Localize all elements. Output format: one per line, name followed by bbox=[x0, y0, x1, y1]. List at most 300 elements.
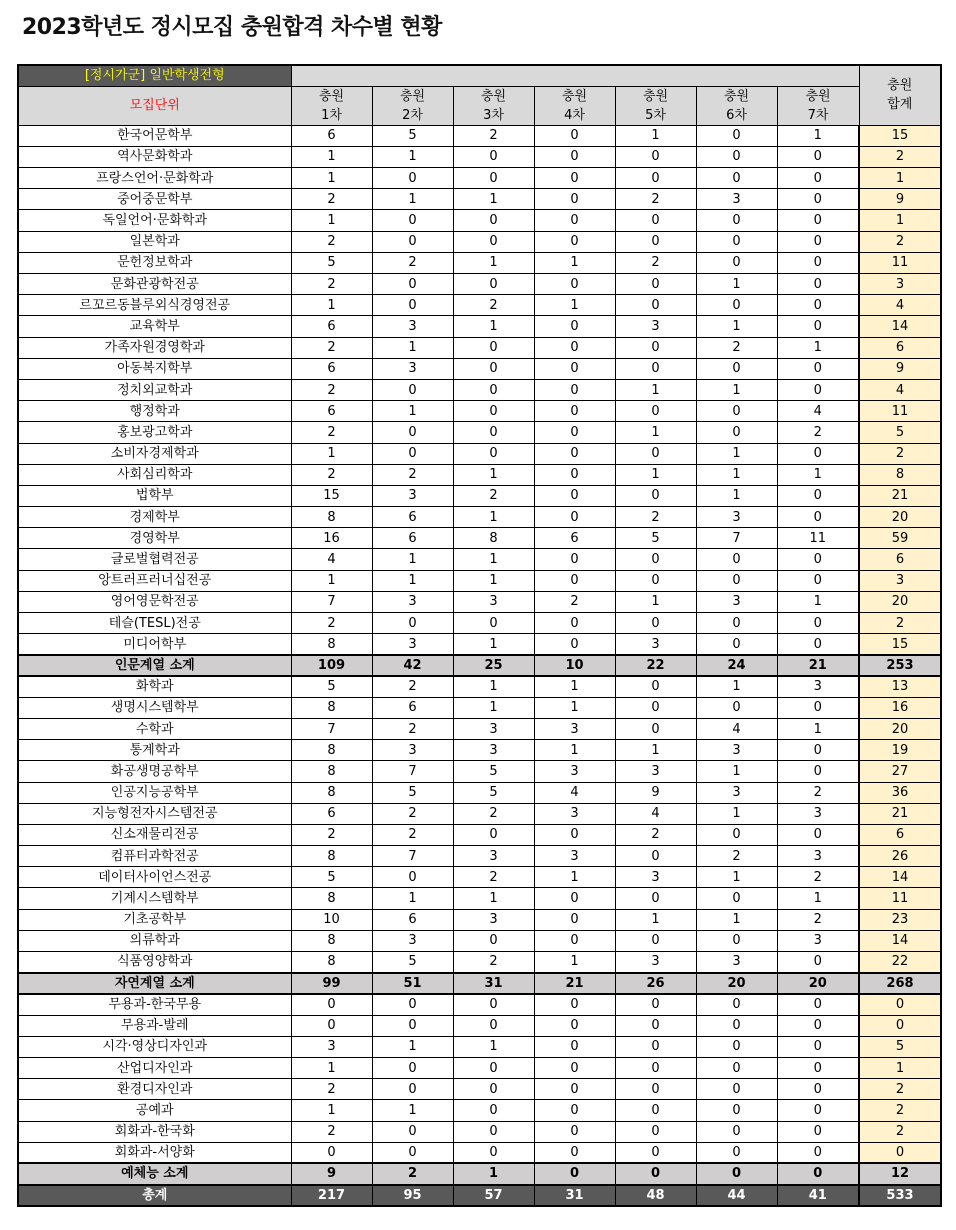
table-row bbox=[18, 994, 941, 1015]
table-row bbox=[18, 337, 941, 358]
round-6-count: 0 bbox=[696, 634, 777, 655]
round-2-count: 0 bbox=[372, 379, 453, 400]
round-4-count: 0 bbox=[534, 1142, 615, 1163]
unit-name: 인문계열 소계 bbox=[18, 655, 291, 676]
unit-name: 사회심리학과 bbox=[18, 464, 291, 485]
round-7-count: 1 bbox=[777, 464, 859, 485]
round-3-count: 2 bbox=[453, 125, 534, 146]
round-1-count: 109 bbox=[291, 655, 372, 676]
table-row bbox=[18, 718, 941, 739]
round-3-count: 1 bbox=[453, 570, 534, 591]
round-2-count: 2 bbox=[372, 824, 453, 845]
table-row bbox=[18, 909, 941, 930]
total-count: 21 bbox=[859, 485, 941, 506]
round-6-count: 0 bbox=[696, 146, 777, 167]
round-4-count: 0 bbox=[534, 422, 615, 443]
unit-name: 역사문화학과 bbox=[18, 146, 291, 167]
round-4-count: 1 bbox=[534, 676, 615, 697]
unit-name: 시각·영상디자인과 bbox=[18, 1036, 291, 1057]
round-3-count: 3 bbox=[453, 718, 534, 739]
round-3-count: 1 bbox=[453, 464, 534, 485]
unit-name: 경영학부 bbox=[18, 528, 291, 549]
round-1-count: 1 bbox=[291, 146, 372, 167]
table-row bbox=[18, 1121, 941, 1142]
round-6-count: 2 bbox=[696, 846, 777, 867]
round-1-count: 2 bbox=[291, 274, 372, 295]
round-1-count: 2 bbox=[291, 337, 372, 358]
round-7-count: 1 bbox=[777, 591, 859, 612]
table-row bbox=[18, 867, 941, 888]
unit-name: 앙트러프러너십전공 bbox=[18, 570, 291, 591]
total-count: 12 bbox=[859, 1163, 941, 1184]
round-5-count: 3 bbox=[615, 867, 696, 888]
column-header-round-2: 충원 2차 bbox=[372, 86, 453, 125]
round-6-count: 0 bbox=[696, 358, 777, 379]
table-row bbox=[18, 1079, 941, 1100]
round-4-count: 0 bbox=[534, 485, 615, 506]
round-1-count: 9 bbox=[291, 1163, 372, 1184]
round-1-count: 6 bbox=[291, 125, 372, 146]
round-4-count: 0 bbox=[534, 316, 615, 337]
round-4-count: 0 bbox=[534, 464, 615, 485]
round-4-count: 0 bbox=[534, 1036, 615, 1057]
table-row bbox=[18, 634, 941, 655]
unit-name: 기초공학부 bbox=[18, 909, 291, 930]
round-6-count: 3 bbox=[696, 952, 777, 973]
unit-name: 경제학부 bbox=[18, 507, 291, 528]
round-7-count: 3 bbox=[777, 846, 859, 867]
round-7-count: 0 bbox=[777, 549, 859, 570]
round-3-count: 1 bbox=[453, 316, 534, 337]
round-5-count: 0 bbox=[615, 613, 696, 634]
round-6-count: 0 bbox=[696, 1036, 777, 1057]
round-3-count: 57 bbox=[453, 1185, 534, 1206]
round-5-count: 0 bbox=[615, 1100, 696, 1121]
round-4-count: 0 bbox=[534, 1015, 615, 1036]
round-1-count: 6 bbox=[291, 401, 372, 422]
unit-name: 생명시스템학부 bbox=[18, 697, 291, 718]
round-2-count: 2 bbox=[372, 718, 453, 739]
round-3-count: 0 bbox=[453, 379, 534, 400]
round-2-count: 0 bbox=[372, 1079, 453, 1100]
round-3-count: 1 bbox=[453, 634, 534, 655]
round-4-count: 0 bbox=[534, 379, 615, 400]
round-3-count: 0 bbox=[453, 168, 534, 189]
subtotal-row bbox=[18, 1163, 941, 1184]
round-3-count: 0 bbox=[453, 930, 534, 951]
round-4-count: 0 bbox=[534, 888, 615, 909]
round-4-count: 0 bbox=[534, 1163, 615, 1184]
round-2-count: 7 bbox=[372, 761, 453, 782]
round-7-count: 4 bbox=[777, 401, 859, 422]
round-3-count: 3 bbox=[453, 740, 534, 761]
round-1-count: 0 bbox=[291, 1015, 372, 1036]
round-5-count: 0 bbox=[615, 274, 696, 295]
round-1-count: 99 bbox=[291, 973, 372, 994]
round-7-count: 2 bbox=[777, 909, 859, 930]
unit-name: 문헌정보학과 bbox=[18, 252, 291, 273]
round-4-count: 0 bbox=[534, 337, 615, 358]
round-6-count: 0 bbox=[696, 231, 777, 252]
round-6-count: 0 bbox=[696, 295, 777, 316]
round-5-count: 3 bbox=[615, 634, 696, 655]
unit-name: 자연계열 소계 bbox=[18, 973, 291, 994]
round-1-count: 2 bbox=[291, 1079, 372, 1100]
round-7-count: 0 bbox=[777, 1057, 859, 1078]
round-6-count: 1 bbox=[696, 909, 777, 930]
table-row bbox=[18, 676, 941, 697]
unit-name: 예체능 소계 bbox=[18, 1163, 291, 1184]
round-7-count: 0 bbox=[777, 740, 859, 761]
table-row bbox=[18, 1057, 941, 1078]
total-count: 0 bbox=[859, 1015, 941, 1036]
round-4-count: 0 bbox=[534, 125, 615, 146]
round-7-count: 20 bbox=[777, 973, 859, 994]
round-2-count: 3 bbox=[372, 485, 453, 506]
table-row bbox=[18, 358, 941, 379]
round-5-count: 1 bbox=[615, 740, 696, 761]
total-count: 26 bbox=[859, 846, 941, 867]
round-4-count: 3 bbox=[534, 761, 615, 782]
round-1-count: 8 bbox=[291, 761, 372, 782]
round-6-count: 1 bbox=[696, 761, 777, 782]
round-3-count: 2 bbox=[453, 295, 534, 316]
round-7-count: 2 bbox=[777, 422, 859, 443]
round-6-count: 1 bbox=[696, 316, 777, 337]
round-4-count: 1 bbox=[534, 252, 615, 273]
round-2-count: 0 bbox=[372, 274, 453, 295]
round-1-count: 3 bbox=[291, 1036, 372, 1057]
unit-name: 화학과 bbox=[18, 676, 291, 697]
table-row bbox=[18, 570, 941, 591]
round-2-count: 0 bbox=[372, 1121, 453, 1142]
total-count: 2 bbox=[859, 1100, 941, 1121]
round-3-count: 0 bbox=[453, 1057, 534, 1078]
round-5-count: 0 bbox=[615, 168, 696, 189]
round-3-count: 1 bbox=[453, 697, 534, 718]
unit-name: 식품영양학과 bbox=[18, 952, 291, 973]
round-3-count: 0 bbox=[453, 337, 534, 358]
round-6-count: 1 bbox=[696, 379, 777, 400]
unit-name: 총계 bbox=[18, 1185, 291, 1206]
total-count: 5 bbox=[859, 422, 941, 443]
round-3-count: 1 bbox=[453, 1163, 534, 1184]
round-6-count: 0 bbox=[696, 994, 777, 1015]
round-2-count: 0 bbox=[372, 295, 453, 316]
category-label: [정시가군] 일반학생전형 bbox=[18, 65, 291, 86]
round-3-count: 5 bbox=[453, 782, 534, 803]
round-1-count: 8 bbox=[291, 782, 372, 803]
round-1-count: 8 bbox=[291, 697, 372, 718]
table-row bbox=[18, 1015, 941, 1036]
round-2-count: 51 bbox=[372, 973, 453, 994]
round-4-count: 3 bbox=[534, 846, 615, 867]
unit-name: 독일언어·문화학과 bbox=[18, 210, 291, 231]
total-count: 27 bbox=[859, 761, 941, 782]
round-5-count: 3 bbox=[615, 952, 696, 973]
round-3-count: 25 bbox=[453, 655, 534, 676]
total-count: 2 bbox=[859, 613, 941, 634]
round-6-count: 20 bbox=[696, 973, 777, 994]
round-4-count: 1 bbox=[534, 867, 615, 888]
admissions-table bbox=[17, 64, 942, 1207]
round-1-count: 2 bbox=[291, 189, 372, 210]
total-count: 14 bbox=[859, 316, 941, 337]
round-6-count: 0 bbox=[696, 930, 777, 951]
round-6-count: 4 bbox=[696, 718, 777, 739]
round-5-count: 2 bbox=[615, 824, 696, 845]
round-2-count: 0 bbox=[372, 994, 453, 1015]
round-5-count: 0 bbox=[615, 1079, 696, 1100]
round-5-count: 4 bbox=[615, 803, 696, 824]
table-row bbox=[18, 888, 941, 909]
round-1-count: 1 bbox=[291, 168, 372, 189]
unit-name: 무용과-한국무용 bbox=[18, 994, 291, 1015]
round-6-count: 2 bbox=[696, 337, 777, 358]
round-4-count: 0 bbox=[534, 210, 615, 231]
total-count: 533 bbox=[859, 1185, 941, 1206]
round-2-count: 6 bbox=[372, 507, 453, 528]
total-count: 59 bbox=[859, 528, 941, 549]
round-6-count: 0 bbox=[696, 1015, 777, 1036]
round-7-count: 0 bbox=[777, 252, 859, 273]
column-header-round-1: 충원 1차 bbox=[291, 86, 372, 125]
unit-name: 공예과 bbox=[18, 1100, 291, 1121]
round-2-count: 2 bbox=[372, 252, 453, 273]
round-4-count: 0 bbox=[534, 634, 615, 655]
round-6-count: 1 bbox=[696, 443, 777, 464]
round-6-count: 3 bbox=[696, 507, 777, 528]
unit-name: 의류학과 bbox=[18, 930, 291, 951]
round-2-count: 1 bbox=[372, 549, 453, 570]
column-header-round-4: 충원 4차 bbox=[534, 86, 615, 125]
round-3-count: 0 bbox=[453, 824, 534, 845]
round-5-count: 0 bbox=[615, 295, 696, 316]
table-row bbox=[18, 1142, 941, 1163]
round-2-count: 6 bbox=[372, 697, 453, 718]
total-count: 253 bbox=[859, 655, 941, 676]
round-3-count: 1 bbox=[453, 676, 534, 697]
round-1-count: 6 bbox=[291, 358, 372, 379]
round-4-count: 10 bbox=[534, 655, 615, 676]
round-2-count: 5 bbox=[372, 952, 453, 973]
total-count: 268 bbox=[859, 973, 941, 994]
unit-name: 아동복지학부 bbox=[18, 358, 291, 379]
unit-name: 소비자경제학과 bbox=[18, 443, 291, 464]
table-row bbox=[18, 485, 941, 506]
round-5-count: 26 bbox=[615, 973, 696, 994]
round-1-count: 2 bbox=[291, 613, 372, 634]
unit-label: 모집단위 bbox=[18, 86, 291, 125]
round-2-count: 7 bbox=[372, 846, 453, 867]
round-3-count: 31 bbox=[453, 973, 534, 994]
round-1-count: 0 bbox=[291, 1142, 372, 1163]
round-1-count: 2 bbox=[291, 464, 372, 485]
total-count: 21 bbox=[859, 803, 941, 824]
round-2-count: 5 bbox=[372, 782, 453, 803]
round-6-count: 1 bbox=[696, 867, 777, 888]
round-6-count: 0 bbox=[696, 1163, 777, 1184]
round-5-count: 0 bbox=[615, 1121, 696, 1142]
round-4-count: 0 bbox=[534, 443, 615, 464]
round-5-count: 0 bbox=[615, 231, 696, 252]
total-count: 36 bbox=[859, 782, 941, 803]
round-7-count: 0 bbox=[777, 994, 859, 1015]
round-5-count: 2 bbox=[615, 507, 696, 528]
unit-name: 글로벌협력전공 bbox=[18, 549, 291, 570]
round-6-count: 1 bbox=[696, 464, 777, 485]
round-4-count: 0 bbox=[534, 549, 615, 570]
round-1-count: 2 bbox=[291, 422, 372, 443]
round-1-count: 6 bbox=[291, 316, 372, 337]
round-2-count: 1 bbox=[372, 570, 453, 591]
unit-name: 정치외교학과 bbox=[18, 379, 291, 400]
round-1-count: 217 bbox=[291, 1185, 372, 1206]
round-7-count: 0 bbox=[777, 168, 859, 189]
unit-name: 산업디자인과 bbox=[18, 1057, 291, 1078]
total-count: 16 bbox=[859, 697, 941, 718]
round-7-count: 0 bbox=[777, 379, 859, 400]
table-row bbox=[18, 189, 941, 210]
total-count: 14 bbox=[859, 867, 941, 888]
round-6-count: 0 bbox=[696, 549, 777, 570]
unit-name: 기계시스템학부 bbox=[18, 888, 291, 909]
round-7-count: 11 bbox=[777, 528, 859, 549]
unit-name: 영어영문학전공 bbox=[18, 591, 291, 612]
round-1-count: 8 bbox=[291, 634, 372, 655]
round-5-count: 0 bbox=[615, 1015, 696, 1036]
round-5-count: 0 bbox=[615, 570, 696, 591]
unit-name: 컴퓨터과학전공 bbox=[18, 846, 291, 867]
round-5-count: 1 bbox=[615, 909, 696, 930]
round-4-count: 0 bbox=[534, 824, 615, 845]
round-1-count: 1 bbox=[291, 1057, 372, 1078]
round-5-count: 0 bbox=[615, 146, 696, 167]
round-2-count: 2 bbox=[372, 676, 453, 697]
header-blank bbox=[291, 65, 859, 86]
round-4-count: 0 bbox=[534, 507, 615, 528]
total-count: 9 bbox=[859, 358, 941, 379]
table-row bbox=[18, 146, 941, 167]
round-2-count: 3 bbox=[372, 634, 453, 655]
total-count: 13 bbox=[859, 676, 941, 697]
round-7-count: 0 bbox=[777, 1142, 859, 1163]
round-5-count: 1 bbox=[615, 379, 696, 400]
round-5-count: 0 bbox=[615, 676, 696, 697]
round-2-count: 1 bbox=[372, 146, 453, 167]
total-count: 0 bbox=[859, 1142, 941, 1163]
table-row bbox=[18, 591, 941, 612]
round-7-count: 2 bbox=[777, 782, 859, 803]
round-4-count: 0 bbox=[534, 1057, 615, 1078]
page-title: 2023학년도 정시모집 충원합격 차수별 현황 bbox=[22, 15, 442, 40]
table-row bbox=[18, 761, 941, 782]
round-7-count: 1 bbox=[777, 718, 859, 739]
total-count: 6 bbox=[859, 824, 941, 845]
round-2-count: 2 bbox=[372, 464, 453, 485]
total-count: 4 bbox=[859, 379, 941, 400]
unit-name: 일본학과 bbox=[18, 231, 291, 252]
round-1-count: 6 bbox=[291, 803, 372, 824]
round-3-count: 0 bbox=[453, 1015, 534, 1036]
round-7-count: 0 bbox=[777, 1121, 859, 1142]
total-count: 2 bbox=[859, 1079, 941, 1100]
round-1-count: 1 bbox=[291, 443, 372, 464]
round-4-count: 1 bbox=[534, 697, 615, 718]
round-6-count: 44 bbox=[696, 1185, 777, 1206]
unit-name: 프랑스언어·문화학과 bbox=[18, 168, 291, 189]
round-7-count: 0 bbox=[777, 824, 859, 845]
round-7-count: 0 bbox=[777, 634, 859, 655]
round-5-count: 22 bbox=[615, 655, 696, 676]
total-count: 23 bbox=[859, 909, 941, 930]
round-3-count: 0 bbox=[453, 231, 534, 252]
round-4-count: 1 bbox=[534, 952, 615, 973]
unit-name: 지능형전자시스템전공 bbox=[18, 803, 291, 824]
total-count: 2 bbox=[859, 1121, 941, 1142]
round-1-count: 8 bbox=[291, 846, 372, 867]
round-2-count: 5 bbox=[372, 125, 453, 146]
unit-name: 데이터사이언스전공 bbox=[18, 867, 291, 888]
round-5-count: 3 bbox=[615, 761, 696, 782]
round-7-count: 0 bbox=[777, 507, 859, 528]
round-4-count: 2 bbox=[534, 591, 615, 612]
unit-name: 테슬(TESL)전공 bbox=[18, 613, 291, 634]
round-2-count: 0 bbox=[372, 867, 453, 888]
table-row bbox=[18, 930, 941, 951]
total-count: 15 bbox=[859, 125, 941, 146]
round-3-count: 0 bbox=[453, 422, 534, 443]
round-4-count: 0 bbox=[534, 1100, 615, 1121]
subtotal-row bbox=[18, 973, 941, 994]
total-count: 6 bbox=[859, 337, 941, 358]
round-6-count: 0 bbox=[696, 1100, 777, 1121]
round-3-count: 0 bbox=[453, 401, 534, 422]
unit-name: 환경디자인과 bbox=[18, 1079, 291, 1100]
table-row bbox=[18, 295, 941, 316]
round-3-count: 0 bbox=[453, 994, 534, 1015]
round-1-count: 5 bbox=[291, 676, 372, 697]
table-header bbox=[18, 65, 941, 125]
round-1-count: 1 bbox=[291, 570, 372, 591]
round-3-count: 3 bbox=[453, 591, 534, 612]
round-5-count: 0 bbox=[615, 718, 696, 739]
round-7-count: 0 bbox=[777, 210, 859, 231]
table-row bbox=[18, 274, 941, 295]
round-6-count: 3 bbox=[696, 782, 777, 803]
unit-name: 한국어문학부 bbox=[18, 125, 291, 146]
round-7-count: 0 bbox=[777, 1100, 859, 1121]
round-1-count: 8 bbox=[291, 507, 372, 528]
round-5-count: 0 bbox=[615, 930, 696, 951]
round-2-count: 6 bbox=[372, 909, 453, 930]
round-6-count: 1 bbox=[696, 274, 777, 295]
table-row bbox=[18, 168, 941, 189]
round-1-count: 15 bbox=[291, 485, 372, 506]
round-7-count: 0 bbox=[777, 761, 859, 782]
round-1-count: 2 bbox=[291, 379, 372, 400]
round-7-count: 3 bbox=[777, 930, 859, 951]
round-5-count: 1 bbox=[615, 422, 696, 443]
round-4-count: 0 bbox=[534, 570, 615, 591]
table-row bbox=[18, 507, 941, 528]
table-row bbox=[18, 952, 941, 973]
round-6-count: 0 bbox=[696, 252, 777, 273]
round-7-count: 0 bbox=[777, 231, 859, 252]
unit-name: 르꼬르동블루외식경영전공 bbox=[18, 295, 291, 316]
table-row bbox=[18, 613, 941, 634]
table-row bbox=[18, 422, 941, 443]
